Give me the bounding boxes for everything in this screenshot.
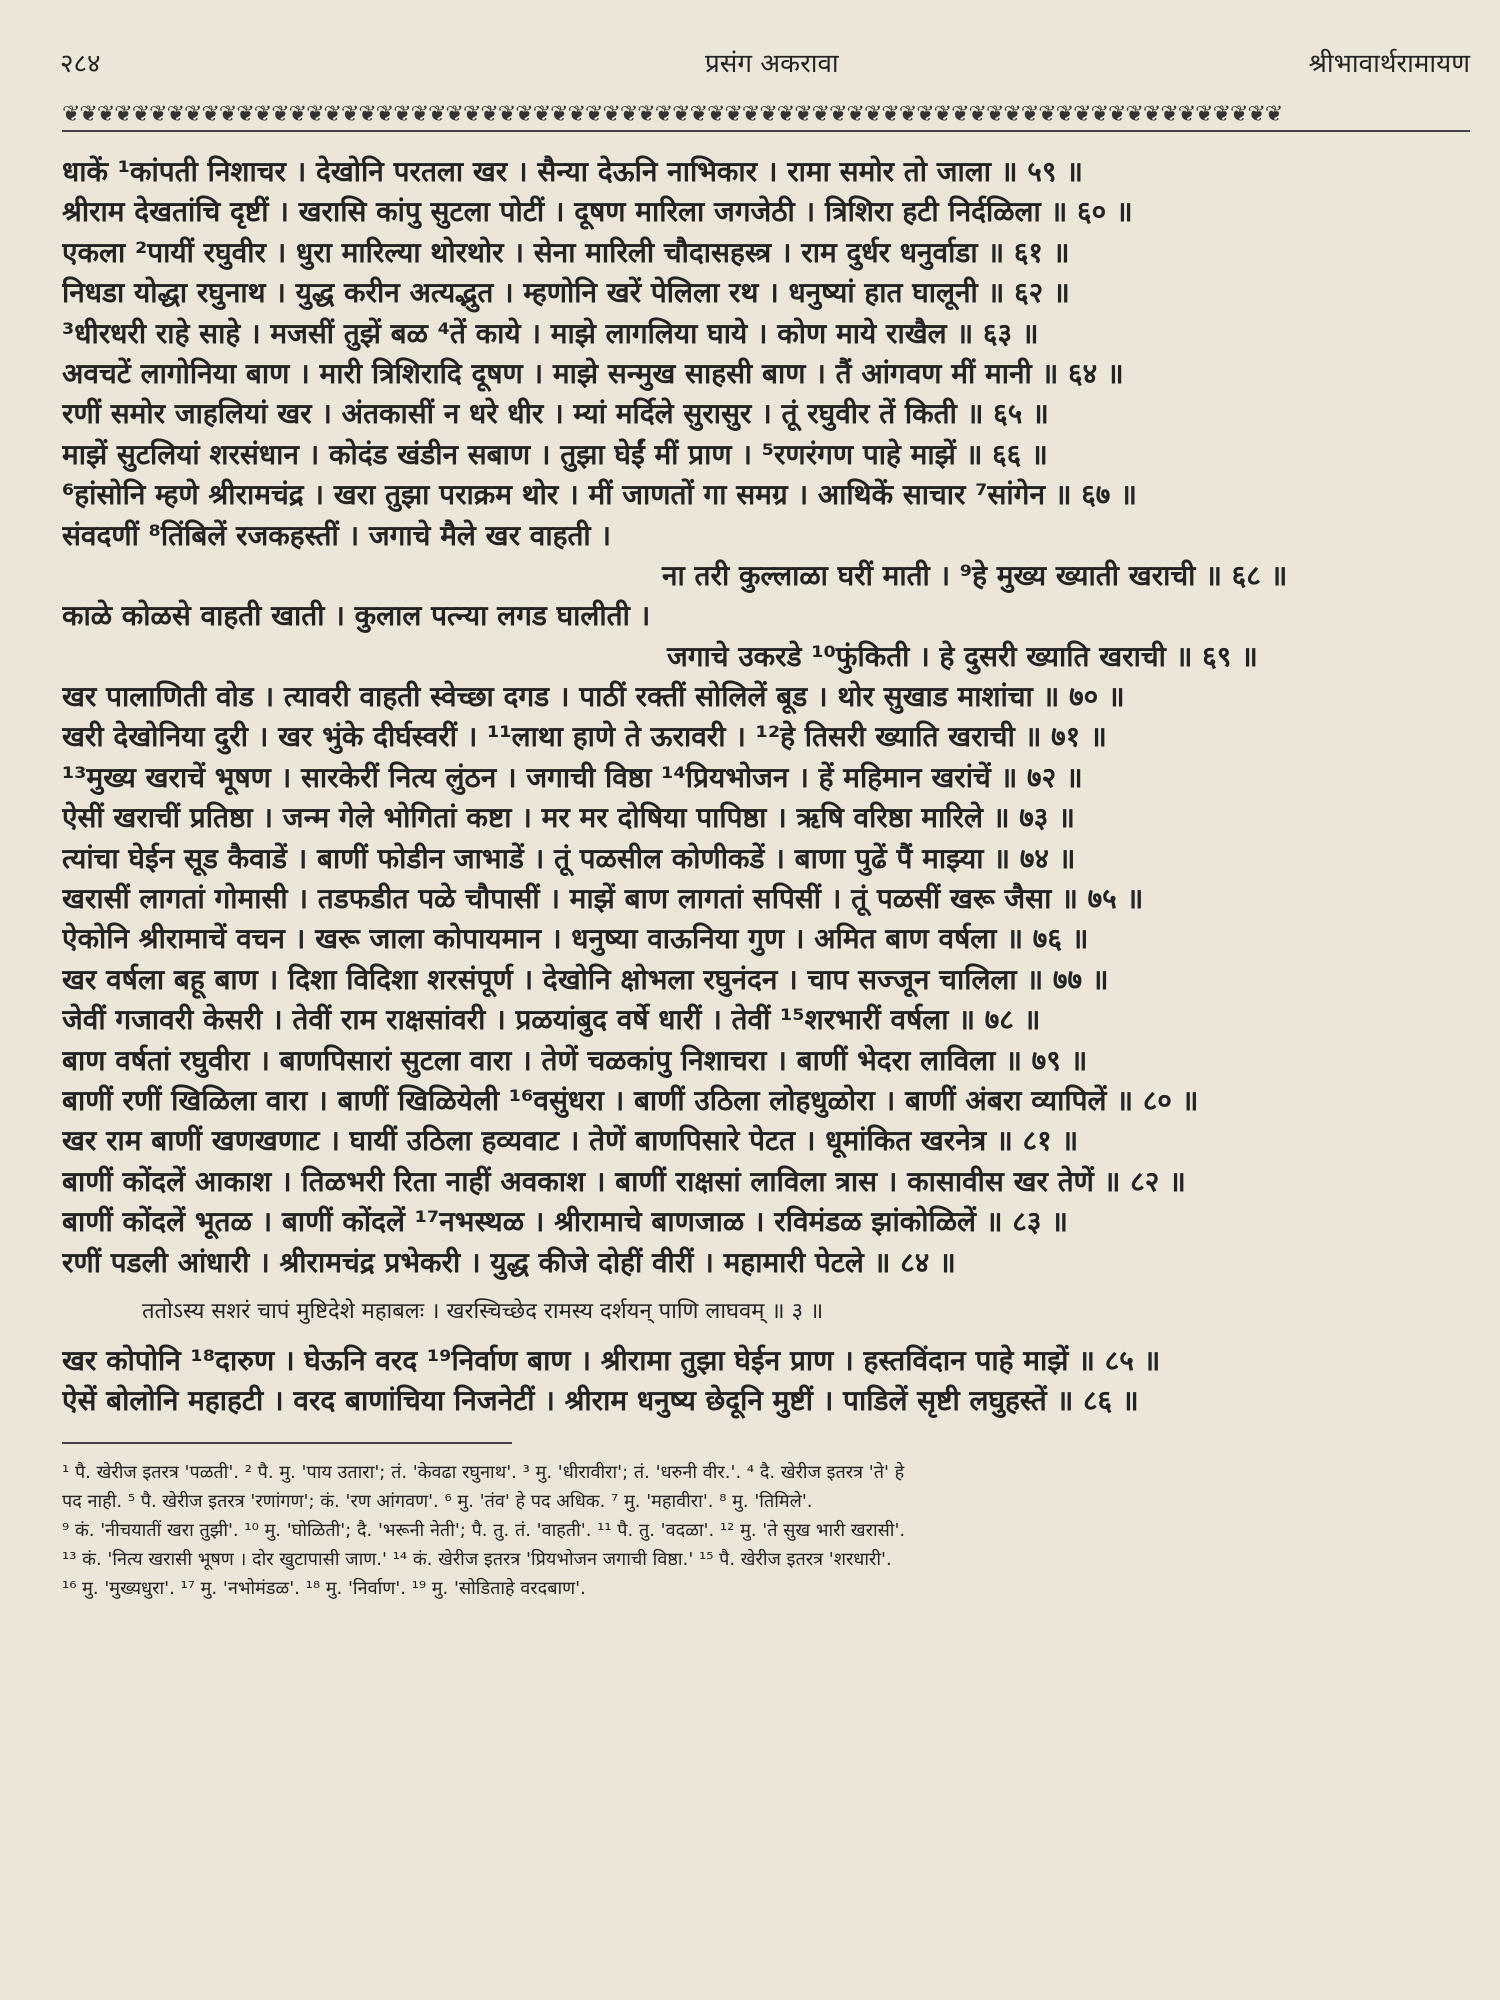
verse-61: एकला ²पायीं रघुवीर । धुरा मारिल्या थोरथोर । सेना मारिली चौदासहस्त्र । राम दुर्धर धनुर्वाडा ॥ ६१ ॥ xyxy=(62,235,1070,269)
footnote-line: पद नाही. ⁵ पै. खेरीज इतरत्र 'रणांगण'; कं. 'रण आंगवण'. ⁶ मु. 'तंव' हे पद अधिक. ⁷ मु. 'महावीरा'. ⁸ मु. 'तिमिले'. xyxy=(62,1490,813,1512)
verse-80: बाणीं रणीं खिळिला वारा । बाणीं खिळियेली ¹⁶वसुंधरा । बाणीं उठिला लोहधुळोरा । बाणीं अंबरा व्यापिलें ॥ ८० ॥ xyxy=(62,1083,1199,1117)
verse-70: खर पालाणिती वोड । त्यावरी वाहती स्वेच्छा दगड । पाठीं रक्तीं सोलिलें बूड । थोर सुखाड माशांचा ॥ ७० ॥ xyxy=(62,680,1125,714)
verse-71: खरी देखोनिया दुरी । खर भुंके दीर्घस्वरीं । ¹¹लाथा हाणे ते ऊरावरी । ¹²हे तिसरी ख्याति खराची ॥ ७१ ॥ xyxy=(62,720,1107,754)
verse-60: श्रीराम देखतांचि दृष्टीं । खरासि कांपु सुटला पोटीं । दूषण मारिला जगजेठी । त्रिशिरा हटी निर्दळिला ॥ ६० ॥ xyxy=(62,195,1133,229)
verse-59: धाकें ¹कांपती निशाचर । देखोनि परतला खर । सैन्या देऊनि नाभिकार । रामा समोर तो जाला ॥ ५९ ॥ xyxy=(62,155,1083,188)
verse-85: खर कोपोनि ¹⁸दारुण । घेऊनि वरद ¹⁹निर्वाण बाण । श्रीरामा तुझा घेईन प्राण । हस्तविंदान पाहे माझें ॥ ८५ ॥ xyxy=(62,1343,1161,1377)
verse-83: बाणीं कोंदलें भूतळ । बाणीं कोंदलें ¹⁷नभस्थळ । श्रीरामाचे बाणजाळ । रविमंडळ झांकोळिलें ॥ ८३ ॥ xyxy=(62,1205,1068,1239)
verse-86: ऐसें बोलोनि महाहटी । वरद बाणांचिया निजनेटीं । श्रीराम धनुष्य छेदूनि मुष्टीं । पाडिलें सृष्टी लघुहस्तें ॥ ८६ ॥ xyxy=(62,1384,1139,1418)
verse-67: ⁶हांसोनि म्हणे श्रीरामचंद्र । खरा तुझा पराक्रम थोर । मीं जाणतों गा समग्र । आथिकें साचार ⁷सांगेन ॥ ६७ ॥ xyxy=(62,478,1137,512)
verse-63: ³धीरधरी राहे साहे । मजसीं तुझें बळ ⁴तें काये । माझे लागलिया घाये । कोण माये राखैल ॥ ६३ ॥ xyxy=(62,316,1039,350)
page-header xyxy=(60,44,1470,84)
verse-72: ¹³मुख्य खराचें भूषण । सारकेरीं नित्य लुंठन । जगाची विष्ठा ¹⁴प्रियभोजन । हें महिमान खरांचें ॥ ७२ ॥ xyxy=(62,760,1083,794)
verse-69-second-half: जगाचे उकरडे ¹⁰फुंकिती । हे दुसरी ख्याति खराची ॥ ६९ ॥ xyxy=(667,639,1258,673)
verse-84: रणीं पडली आंधारी । श्रीरामचंद्र प्रभेकरी । युद्ध कीजे दोहीं वीरीं । महामारी पेटले ॥ ८४ ॥ xyxy=(62,1245,956,1279)
verse-69-first-half: काळे कोळसे वाहती खाती । कुलाल पत्न्या लगड घालीती । xyxy=(62,599,651,633)
verse-77: खर वर्षला बहू बाण । दिशा विदिशा शरसंपूर्ण । देखोनि क्षोभला रघुनंदन । चाप सज्जून चालिला ॥ ७७ ॥ xyxy=(62,962,1109,996)
verse-75: खरासीं लागतां गोमासी । तडफडीत पळे चौपासीं । माझें बाण लागतां सपिसीं । तूं पळसीं खरू जैसा ॥ ७५ ॥ xyxy=(62,882,1144,916)
footnote-divider xyxy=(62,1442,512,1444)
verse-73: ऐसीं खराचीं प्रतिष्ठा । जन्म गेले भोगितां कष्टा । मर मर दोषिया पापिष्ठा । ऋषि वरिष्ठा मारिले ॥ ७३ ॥ xyxy=(62,801,1075,835)
verse-62: निधडा योद्धा रघुनाथ । युद्ध करीन अत्यद्भुत । म्हणोनि खरें पेलिला रथ । धनुष्यां हात घालूनी ॥ ६२ ॥ xyxy=(62,276,1070,310)
page-number: २८४ xyxy=(60,49,101,79)
verse-65: रणीं समोर जाहलियां खर । अंतकासीं न धरे धीर । म्यां मर्दिले सुरासुर । तूं रघुवीर तें किती ॥ ६५ ॥ xyxy=(62,397,1049,431)
verse-body xyxy=(62,152,1472,1603)
chapter-title: प्रसंग अकरावा xyxy=(705,49,839,79)
verse-78: जेवीं गजावरी केसरी । तेवीं राम राक्षसांवरी । प्रळयांबुद वर्षे धारीं । तेवीं ¹⁵शरभारीं वर्षला ॥ ७८ ॥ xyxy=(62,1003,1041,1037)
sanskrit-shloka: ततोऽस्य सशरं चापं मुष्टिदेशे महाबलः । खरस्चिच्छेद रामस्य दर्शयन् पाणि लाघवम् ॥ ३ ॥ xyxy=(142,1298,824,1324)
footnote-line: ⁹ कं. 'नीचयातीं खरा तुझी'. ¹⁰ मु. 'घोळिती'; दै. 'भरूनी नेती'; पै. तु. तं. 'वाहती'. ¹¹ पै. तु. 'वदळा'. ¹² मु. 'ते सुख भारी खरासी'. xyxy=(62,1519,906,1541)
book-title: श्रीभावार्थरामायण xyxy=(1308,49,1470,79)
verse-66: माझें सुटलियां शरसंधान । कोदंड खंडीन सबाण । तुझा घेईं मीं प्राण । ⁵रणरंगण पाहे माझें ॥ ६६ ॥ xyxy=(62,437,1048,471)
verse-79: बाण वर्षतां रघुवीरा । बाणपिसारां सुटला वारा । तेणें चळकांपु निशाचरा । बाणीं भेदरा लाविला ॥ ७९ ॥ xyxy=(62,1043,1088,1077)
verse-68-first-half: संवदणीं ⁸तिंबिलें रजकहस्तीं । जगाचे मैले खर वाहती । xyxy=(62,518,612,552)
verse-74: त्यांचा घेईन सूड कैवाडें । बाणीं फोडीन जाभाडें । तूं पळसील कोणीकडें । बाणा पुढें पैं माझ्या ॥ ७४ ॥ xyxy=(62,841,1076,875)
ornamental-border: ❦❦❦❦❦❦❦❦❦❦❦❦❦❦❦❦❦❦❦❦❦❦❦❦❦❦❦❦❦❦❦❦❦❦❦❦❦❦❦❦❦❦❦❦❦❦❦❦❦❦❦❦❦❦❦❦❦❦❦❦❦❦❦❦❦❦❦❦❦❦ xyxy=(62,102,1470,132)
footnote-line: ¹ पै. खेरीज इतरत्र 'पळती'. ² पै. मु. 'पाय उतारा'; तं. 'केवढा रघुनाथ'. ³ मु. 'धीरावीरा'; तं. 'धरुनी वीर.'. ⁴ दै. खेरीज इतरत्र 'ते' हे xyxy=(62,1461,905,1483)
verse-76: ऐकोनि श्रीरामाचें वचन । खरू जाला कोपायमान । धनुष्या वाऊनिया गुण । अमित बाण वर्षला ॥ ७६ ॥ xyxy=(62,922,1089,956)
verse-82: बाणीं कोंदलें आकाश । तिळभरी रिता नाहीं अवकाश । बाणीं राक्षसां लाविला त्रास । कासावीस खर तेणें ॥ ८२ ॥ xyxy=(62,1164,1186,1198)
verse-81: खर राम बाणीं खणखणाट । घायीं उठिला हव्यवाट । तेणें बाणपिसारे पेटत । धूमांकित खरनेत्र ॥ ८१ ॥ xyxy=(62,1124,1079,1158)
verse-64: अवचटें लागोनिया बाण । मारी त्रिशिरादि दूषण । माझे सन्मुख साहसी बाण । तैं आंगवण मीं मानी ॥ ६४ ॥ xyxy=(62,356,1124,390)
footnote-line: ¹³ कं. 'नित्य खरासी भूषण । दोर खुटापासी जाण.' ¹⁴ कं. खेरीज इतरत्र 'प्रियभोजन जगाची विष्ठा.' ¹⁵ पै. खेरीज इतरत्र 'शरधारी'. xyxy=(62,1548,892,1570)
verse-68-second-half: ना तरी कुल्लाळा घरीं माती । ⁹हे मुख्य ख्याती खराची ॥ ६८ ॥ xyxy=(662,558,1288,592)
footnote-line: ¹⁶ मु. 'मुख्यधुरा'. ¹⁷ मु. 'नभोमंडळ'. ¹⁸ मु. 'निर्वाण'. ¹⁹ मु. 'सोडिताहे वरदबाण'. xyxy=(62,1577,586,1599)
